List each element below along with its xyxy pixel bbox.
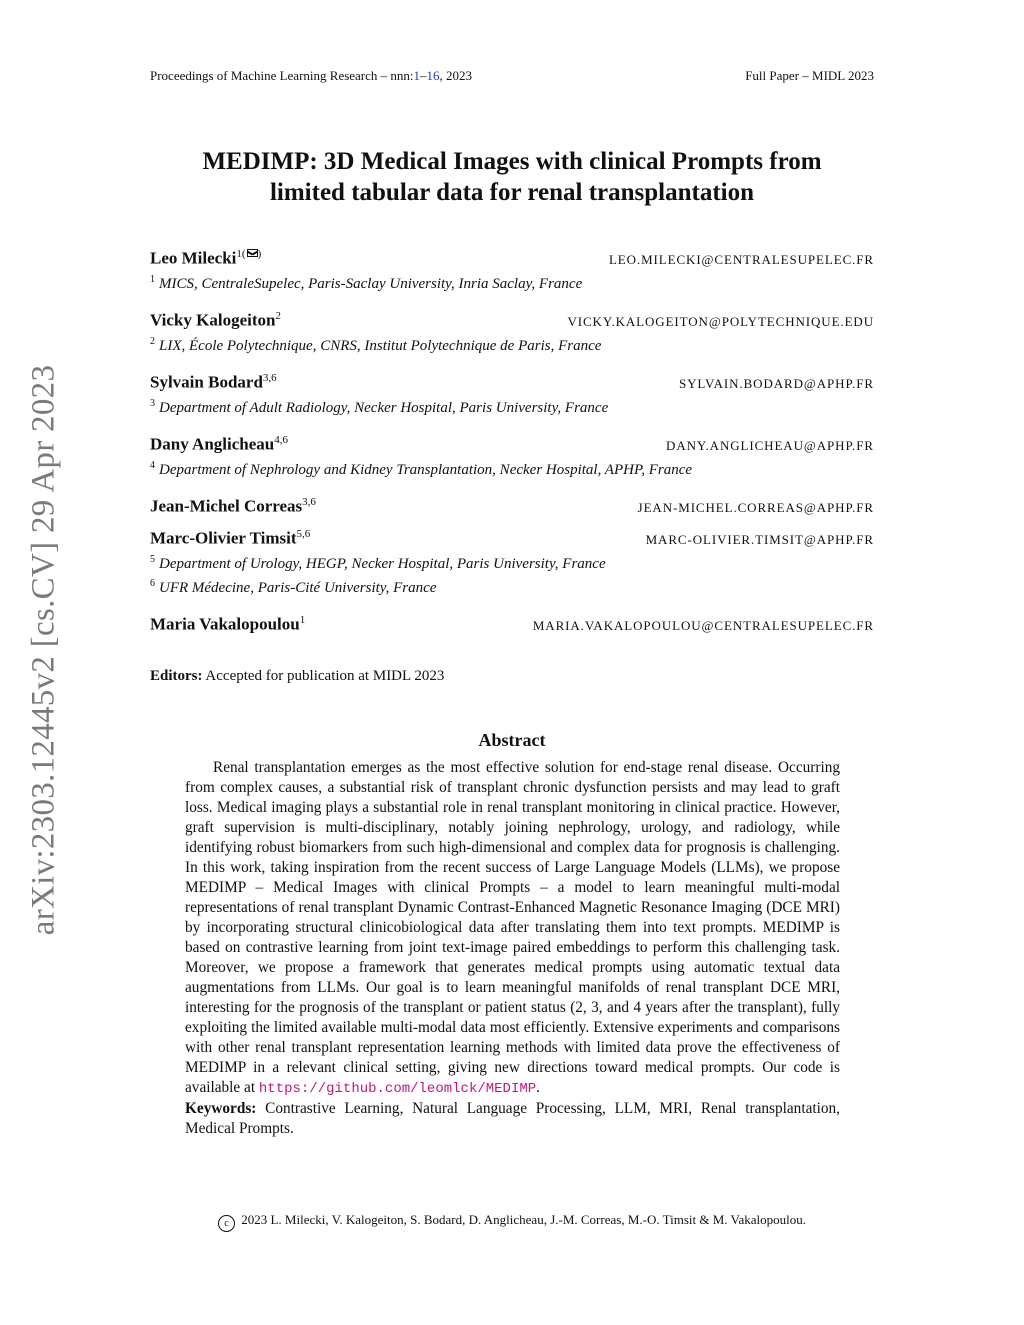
author-email[interactable]: LEO.MILECKI@CENTRALESUPELEC.FR: [608, 251, 874, 267]
code-link[interactable]: https://github.com/leomlck/MEDIMP: [258, 1081, 537, 1097]
envelope-icon: [247, 249, 258, 257]
author-entry: [150, 434, 874, 480]
first-page-link[interactable]: 1: [413, 68, 421, 83]
author-name: Sylvain Bodard$^{3,6}$: [150, 372, 277, 392]
running-header: [150, 68, 874, 84]
affiliation: $^5$ Department of Urology, HEGP, Necker Hospital, Paris University, France: [150, 554, 606, 572]
last-page-link[interactable]: 16: [426, 68, 440, 83]
author-email[interactable]: MARIA.VAKALOPOULOU@CENTRALESUPELEC.FR: [532, 617, 874, 633]
author-name: Jean-Michel Correas$^{3,6}$: [150, 496, 316, 516]
author-email[interactable]: JEAN-MICHEL.CORREAS@APHP.FR: [637, 499, 874, 515]
abstract-body: [185, 758, 840, 1139]
author-name: Marc-Olivier Timsit$^{5,6}$: [150, 528, 311, 548]
arxiv-stamp: arXiv:2303.12445v2 [cs.CV] 29 Apr 2023: [25, 364, 62, 936]
author-entry: [150, 496, 874, 518]
affiliation: $^4$ Department of Nephrology and Kidney Transplantation, Necker Hospital, APHP, France: [150, 460, 693, 478]
author-entry: [150, 310, 874, 356]
author-email[interactable]: MARC-OLIVIER.TIMSIT@APHP.FR: [645, 531, 874, 547]
abstract-paragraph: Renal transplantation emerges as the most effective solution for end-stage renal disease. Occurring from complex causes, a substantial risk of transplant chronic dysfunction persists and may lead to graft loss. Medical imaging plays a substantial role in renal transplant monitoring in clinical practice. However, graft supervision is multi-disciplinary, notably joining nephrology, urology, and radiology, while identifying robust biomarkers from such high-dimensional and complex data for prognosis is challenging. In this work, taking inspiration from the recent success of Large Language Models (LLMs), we propose MEDIMP – Medical Images with clinical Prompts – a model to learn meaningful multi-modal representations of renal transplant Dynamic Contrast-Enhanced Magnetic Resonance Imaging (DCE MRI) by incorporating structural clinicobiological data after translating them into text prompts. MEDIMP is based on contrastive learning from joint text-image paired embeddings to perform this challenging task. Moreover, we propose a framework that generates medical prompts using automatic textual data augmentations from LLMs. Our goal is to learn meaningful manifolds of renal transplant DCE MRI, interesting for the prognosis of the transplant or patient status (2, 3, and 4 years after the transplant), fully exploiting the limited available multi-modal data most efficiently. Extensive experiments and comparisons with other renal transplant representation learning methods with limited data prove the effectiveness of MEDIMP in a relevant clinical setting, giving new directions toward medical prompts. Our code is available at https://github.com/leomlck/MEDIMP.: [185, 759, 840, 1097]
author-name: Dany Anglicheau$^{4,6}$: [150, 434, 288, 454]
author-email[interactable]: SYLVAIN.BODARD@APHP.FR: [678, 375, 874, 391]
paper-title: MEDIMP: 3D Medical Images with clinical Prompts from limited tabular data for renal transplantation: [202, 148, 822, 206]
editors-text: Accepted for publication at MIDL 2023: [202, 668, 445, 684]
running-header-right: Full Paper – MIDL 2023: [745, 68, 874, 83]
affiliation: $^6$ UFR Médecine, Paris-Cité University, France: [150, 578, 437, 596]
author-entry: [150, 528, 874, 598]
author-email[interactable]: DANY.ANGLICHEAU@APHP.FR: [666, 437, 874, 453]
author-name: Vicky Kalogeiton$^2$: [150, 310, 281, 330]
affiliation: $^2$ LIX, École Polytechnique, CNRS, Institut Polytechnique de Paris, France: [150, 336, 602, 354]
author-email[interactable]: VICKY.KALOGEITON@POLYTECHNIQUE.EDU: [567, 313, 874, 329]
affiliation: $^1$ MICS, CentraleSupelec, Paris-Saclay University, Inria Saclay, France: [150, 274, 583, 292]
affiliation: $^3$ Department of Adult Radiology, Necker Hospital, Paris University, France: [150, 398, 609, 416]
keywords-text: Contrastive Learning, Natural Language Processing, LLM, MRI, Renal transplantation, Medical Prompts.: [185, 1100, 840, 1137]
copyright-footer: [150, 1212, 874, 1232]
running-header-left: Proceedings of Machine Learning Research – nnn:1–16, 2023: [150, 68, 473, 83]
author-block: [150, 248, 874, 642]
author-name: Leo Milecki$^{1(}$ ): [150, 248, 262, 268]
editors-line: [150, 668, 874, 685]
author-entry: [150, 372, 874, 418]
author-entry: [150, 614, 874, 636]
copyright-text: 2023 L. Milecki, V. Kalogeiton, S. Bodard, D. Anglicheau, J.-M. Correas, M.-O. Timsit & M. Vakalopoulou.: [237, 1212, 806, 1227]
keywords-label: Keywords:: [185, 1100, 257, 1117]
author-name: Maria Vakalopoulou$^1$: [150, 614, 306, 634]
editors-label: Editors:: [150, 668, 203, 684]
copyright-icon: c: [218, 1215, 235, 1232]
author-entry: [150, 248, 874, 294]
abstract-heading: Abstract: [478, 730, 546, 750]
keywords: [185, 1099, 840, 1139]
